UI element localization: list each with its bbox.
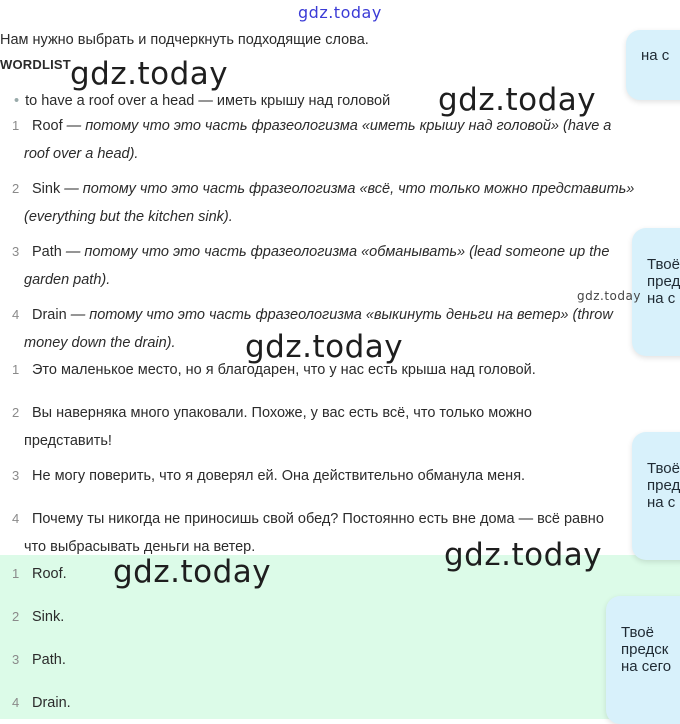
item-number: 3	[12, 244, 20, 259]
item-word: Path	[32, 244, 62, 260]
item-reason-cont: roof over a head).	[24, 146, 139, 162]
item-reason: — потому что это часть фразеологизма «иметь крышу над головой» (have a	[66, 118, 612, 134]
watermark: gdz.today	[444, 537, 603, 573]
answer-item	[12, 689, 652, 717]
wordlist-bullet-text: to have a roof over a head — иметь крышу над головой	[25, 93, 391, 109]
translation-item	[12, 399, 652, 455]
answer-text: Roof.	[32, 566, 67, 582]
answer-text: Drain.	[32, 695, 71, 711]
ad-bubble-text: на сего	[621, 658, 672, 675]
ad-bubble[interactable]	[606, 596, 680, 724]
item-number: 3	[12, 652, 20, 667]
item-word: Drain	[32, 307, 67, 323]
item-number: 4	[12, 511, 20, 526]
item-number: 4	[12, 695, 20, 710]
answer-text: Path.	[32, 652, 66, 668]
explanation-item	[12, 175, 652, 231]
ad-bubble-text: на с	[647, 494, 676, 511]
watermark-small: gdz.today	[577, 289, 641, 303]
watermark-top: gdz.today	[298, 3, 382, 22]
ad-bubble-text: Твоё	[647, 256, 680, 273]
wordlist-bullet	[14, 93, 390, 109]
answer-text: Sink.	[32, 609, 65, 625]
item-number: 1	[12, 362, 20, 377]
answer-item	[12, 603, 652, 631]
ad-bubble-text: на с	[641, 47, 670, 64]
translation-text: Это маленькое место, но я благодарен, что у нас есть крыша над головой.	[32, 362, 536, 378]
item-number: 2	[12, 405, 20, 420]
translation-text: Почему ты никогда не приносишь свой обед? Постоянно есть вне дома — всё равно	[32, 511, 604, 527]
item-reason: — потому что это часть фразеологизма «выкинуть деньги на ветер» (throw	[70, 307, 613, 323]
explanation-item	[12, 112, 652, 168]
translation-text: Вы наверняка много упаковали. Похоже, у вас есть всё, что только можно	[32, 405, 532, 421]
item-word: Sink	[32, 181, 61, 197]
ad-bubble-text: на с	[647, 290, 676, 307]
item-number: 2	[12, 181, 20, 196]
wordlist-heading: WORDLIST	[0, 57, 71, 72]
ad-bubble-text: пред	[647, 477, 680, 494]
watermark: gdz.today	[113, 554, 272, 590]
item-word: Roof	[32, 118, 63, 134]
item-reason: — потому что это часть фразеологизма «всё, что только можно представить»	[64, 181, 635, 197]
item-reason: — потому что это часть фразеологизма «обманывать» (lead someone up the	[65, 244, 610, 260]
ad-bubble-text: предск	[621, 641, 669, 658]
translation-item	[12, 462, 652, 490]
ad-bubble[interactable]	[632, 432, 680, 560]
ad-bubble-text: пред	[647, 273, 680, 290]
watermark: gdz.today	[70, 56, 229, 92]
item-number: 1	[12, 118, 20, 133]
intro-text: Нам нужно выбрать и подчеркнуть подходящие слова.	[0, 32, 369, 48]
translation-text-cont: представить!	[24, 433, 112, 449]
translation-text: Не могу поверить, что я доверял ей. Она действительно обманула меня.	[32, 468, 526, 484]
item-number: 4	[12, 307, 20, 322]
ad-bubble[interactable]	[626, 30, 680, 100]
explanation-item	[12, 238, 652, 294]
translation-text-cont: что выбрасывать деньги на ветер.	[24, 539, 256, 555]
item-number: 3	[12, 468, 20, 483]
ad-bubble-text: Твоё	[647, 460, 680, 477]
watermark: gdz.today	[245, 329, 404, 365]
item-number: 1	[12, 566, 20, 581]
item-reason-cont: garden path).	[24, 272, 111, 288]
item-reason-cont: (everything but the kitchen sink).	[24, 209, 233, 225]
ad-bubble-text: Твоё	[621, 624, 654, 641]
item-reason-cont: money down the drain).	[24, 335, 176, 351]
watermark: gdz.today	[438, 82, 597, 118]
item-number: 2	[12, 609, 20, 624]
answer-item	[12, 646, 652, 674]
bullet-dot-icon: •	[14, 93, 20, 109]
